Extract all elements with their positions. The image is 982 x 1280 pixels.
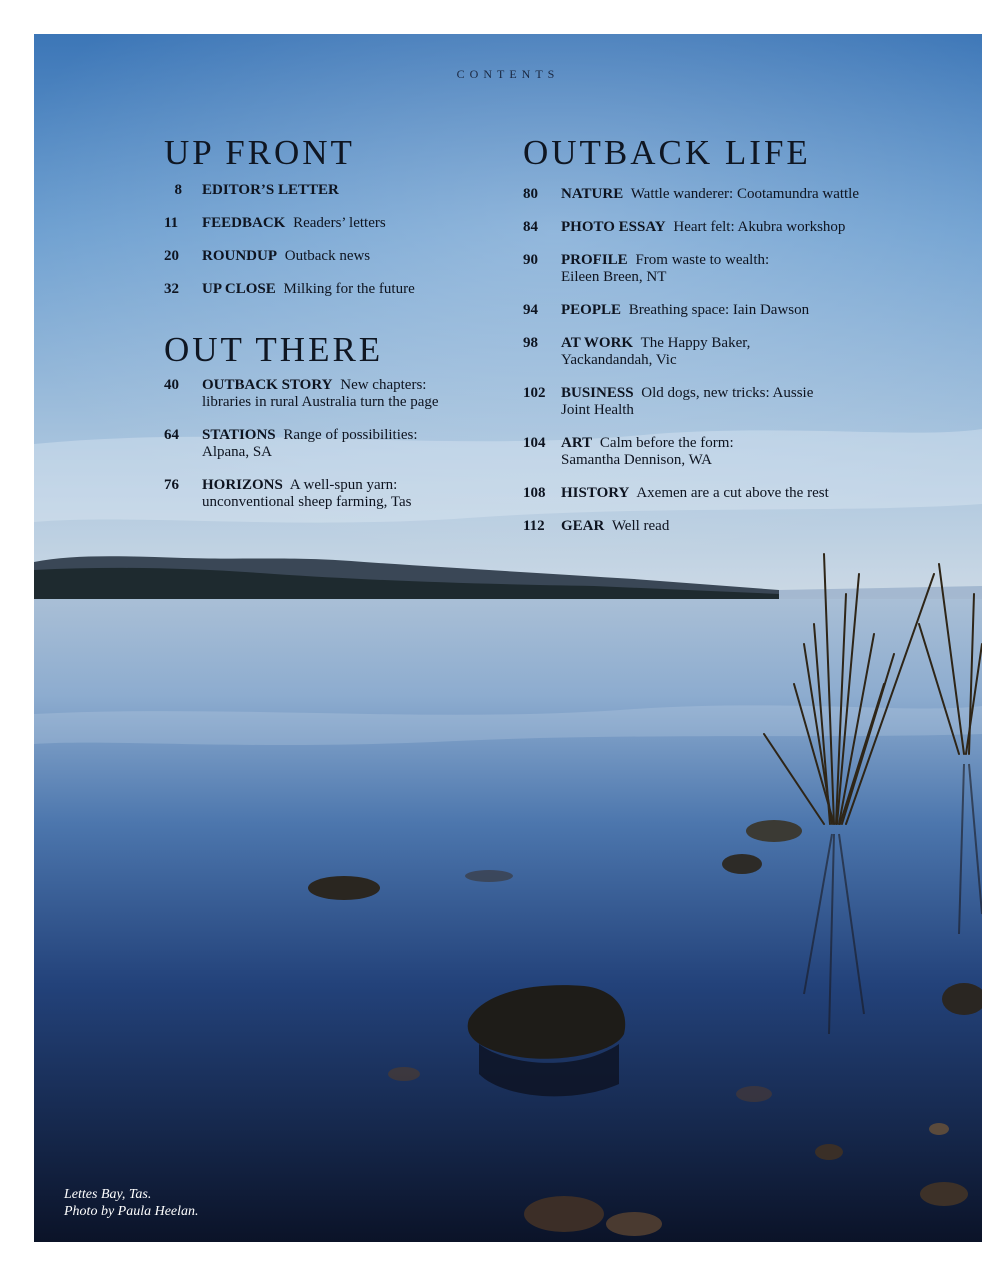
- page-number: 76: [164, 477, 179, 493]
- entry-title-cont: Yackandandah, Vic: [561, 352, 677, 368]
- page-number: 84: [523, 219, 538, 235]
- entry-title-cont: libraries in rural Australia turn the page: [202, 394, 439, 410]
- page-number: 90: [523, 252, 538, 268]
- entry-section: PHOTO ESSAY: [561, 219, 666, 235]
- entry-section: OUTBACK STORY: [202, 377, 333, 393]
- left-column: [164, 134, 494, 511]
- entry-title: The Happy Baker,: [640, 335, 751, 351]
- toc-entry[interactable]: [523, 302, 923, 319]
- page-number: 108: [523, 485, 546, 501]
- entry-title-cont: unconventional sheep farming, Tas: [202, 494, 412, 510]
- entry-section: PROFILE: [561, 252, 628, 268]
- entry-title: Outback news: [284, 248, 371, 264]
- toc-entry[interactable]: [164, 182, 494, 199]
- entry-title-cont: Alpana, SA: [202, 444, 272, 460]
- toc-entry[interactable]: [164, 215, 494, 232]
- entry-title: Axemen are a cut above the rest: [636, 485, 829, 501]
- section-title-outback-life: OUTBACK LIFE: [523, 133, 811, 172]
- entry-section: ROUNDUP: [202, 248, 277, 264]
- entry-title: Heart felt: Akubra workshop: [673, 219, 846, 235]
- toc-entry[interactable]: [164, 377, 494, 411]
- entry-title: New chapters:: [340, 377, 427, 393]
- page-number: 64: [164, 427, 179, 443]
- entry-title: A well-spun yarn:: [289, 477, 398, 493]
- page-number: 11: [164, 215, 179, 231]
- entry-section: ART: [561, 435, 593, 451]
- page-number: 32: [164, 281, 179, 297]
- page-number: 80: [523, 186, 538, 202]
- entry-title: Well read: [611, 518, 670, 534]
- entry-title: Old dogs, new tricks: Aussie: [641, 385, 814, 401]
- entry-section: STATIONS: [202, 427, 276, 443]
- toc-entry[interactable]: [523, 219, 923, 236]
- page-number: 8: [174, 182, 182, 198]
- entry-title-cont: Eileen Breen, NT: [561, 269, 667, 285]
- caption-credit: Photo by Paula Heelan.: [64, 1204, 199, 1219]
- page-number: 98: [523, 335, 538, 351]
- entry-section: UP CLOSE: [202, 281, 276, 297]
- toc-entry[interactable]: [523, 435, 923, 469]
- page-number: 112: [523, 518, 545, 534]
- page-number: 102: [523, 385, 546, 401]
- caption-location: Lettes Bay, Tas.: [64, 1187, 152, 1202]
- entry-title: Range of possibilities:: [283, 427, 418, 443]
- toc-entry[interactable]: [164, 427, 494, 461]
- entry-title: From waste to wealth:: [635, 252, 770, 268]
- toc-entry[interactable]: [164, 248, 494, 265]
- entry-section: FEEDBACK: [202, 215, 286, 231]
- toc-entry[interactable]: [523, 335, 923, 369]
- entry-title-cont: Samantha Dennison, WA: [561, 452, 712, 468]
- entry-section: HORIZONS: [202, 477, 283, 493]
- toc-entry[interactable]: [523, 252, 923, 286]
- page-number: 104: [523, 435, 546, 451]
- entry-section: AT WORK: [561, 335, 634, 351]
- entry-section: PEOPLE: [561, 302, 622, 318]
- entry-section: EDITOR’S LETTER: [202, 182, 339, 198]
- page-number: 40: [164, 377, 179, 393]
- entry-title: Calm before the form:: [599, 435, 734, 451]
- toc-entry[interactable]: [523, 485, 923, 502]
- page-number: 20: [164, 248, 179, 264]
- entry-section: NATURE: [561, 186, 624, 202]
- section-title-up-front: UP FRONT: [164, 133, 355, 172]
- right-column: [523, 134, 923, 535]
- toc-entry[interactable]: [164, 477, 494, 511]
- toc-entry[interactable]: [523, 186, 923, 203]
- entry-title-cont: Joint Health: [561, 402, 634, 418]
- toc-entry[interactable]: [164, 281, 494, 298]
- entry-title: Milking for the future: [283, 281, 415, 297]
- entry-title: Wattle wanderer: Cootamundra wattle: [630, 186, 860, 202]
- toc-entry[interactable]: [523, 385, 923, 419]
- page-number: 94: [523, 302, 538, 318]
- entry-section: BUSINESS: [561, 385, 634, 401]
- section-title-out-there: OUT THERE: [164, 330, 384, 369]
- entry-title: Breathing space: Iain Dawson: [628, 302, 810, 318]
- entry-section: HISTORY: [561, 485, 630, 501]
- toc-entry[interactable]: [523, 518, 923, 535]
- entry-section: GEAR: [561, 518, 605, 534]
- photo-caption: [64, 1186, 199, 1220]
- contents-page: [34, 34, 982, 1242]
- contents-label: CONTENTS: [456, 67, 560, 81]
- entry-title: Readers’ letters: [293, 215, 386, 231]
